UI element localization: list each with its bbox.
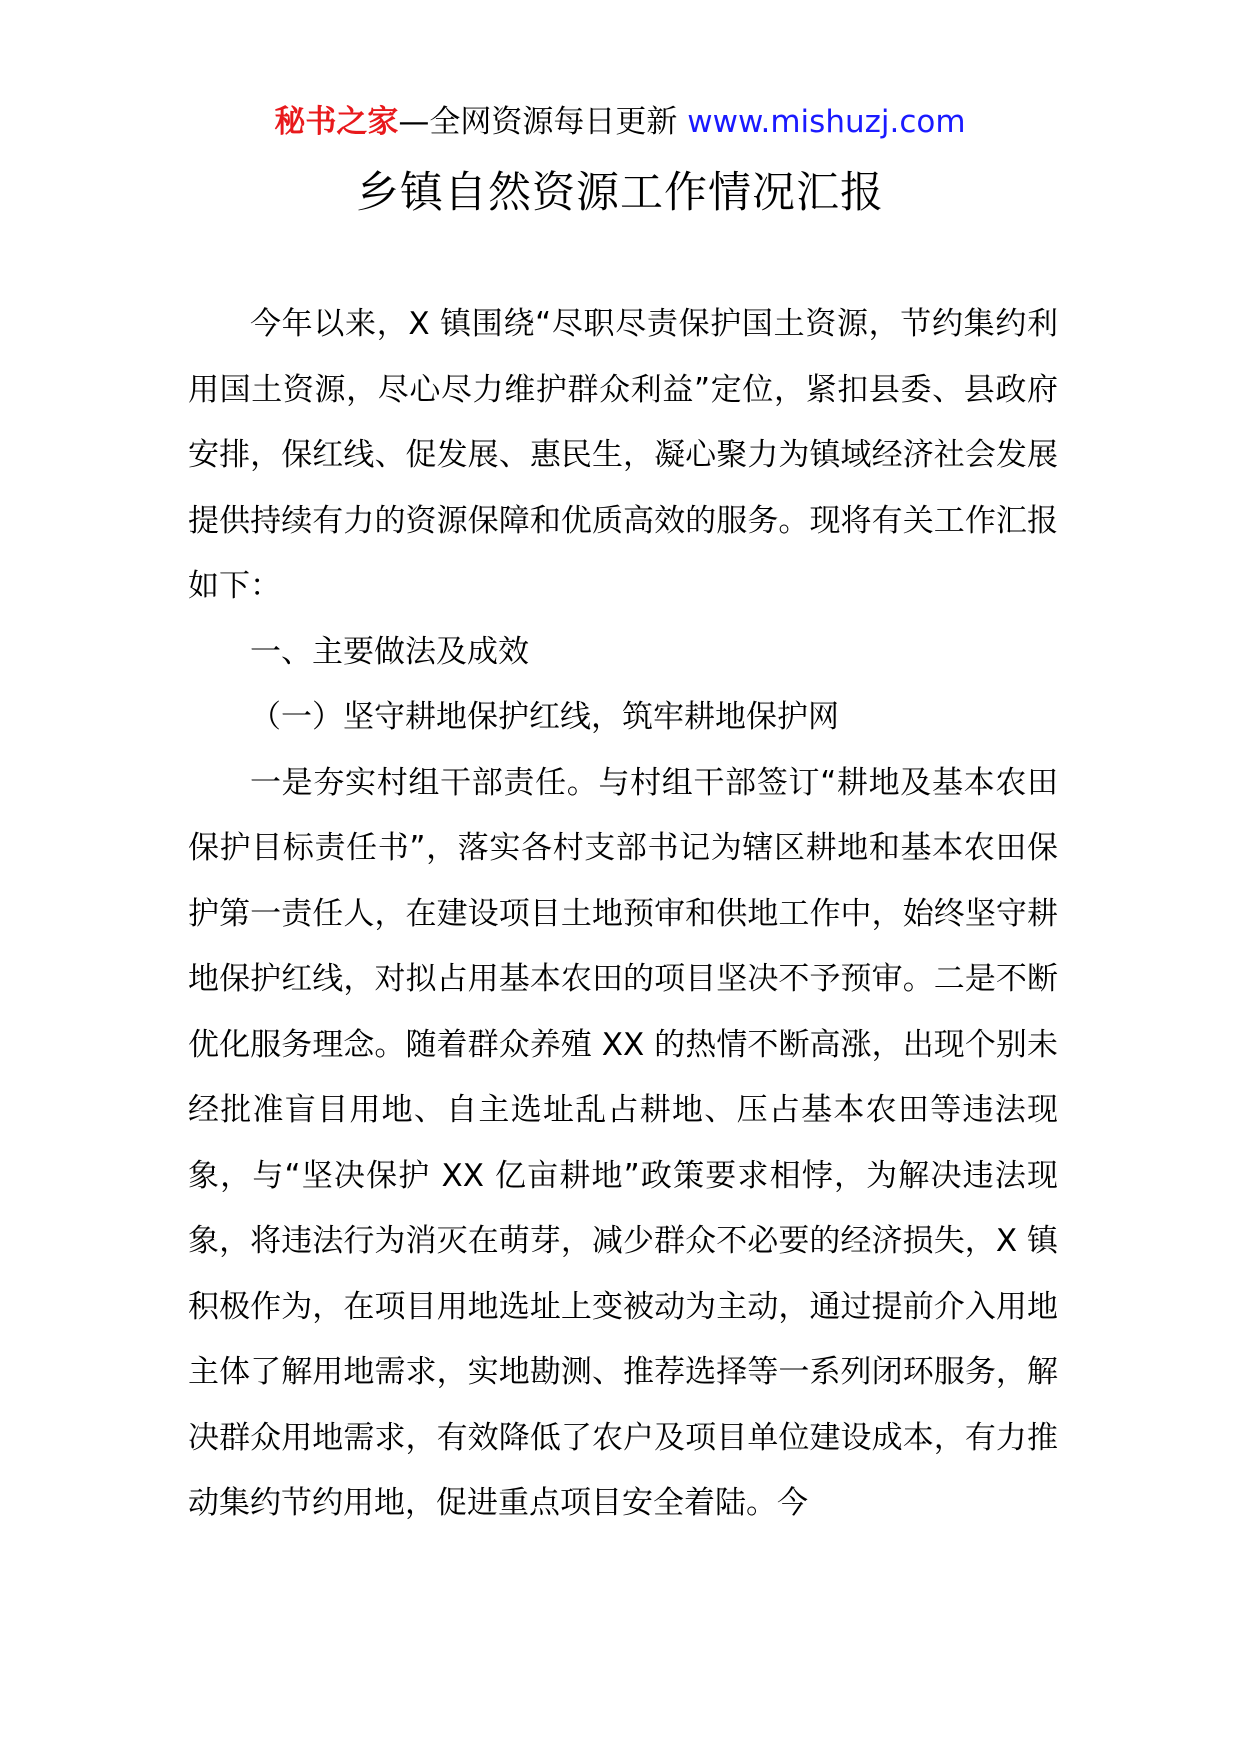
document-body — [188, 292, 1058, 1537]
site-banner — [0, 100, 1240, 144]
banner-tagline: —全网资源每日更新 — [398, 104, 678, 140]
intro-paragraph: 今年以来，X 镇围绕“尽职尽责保护国土资源，节约集约利用国土资源，尽心尽力维护群众利益”定位，紧扣县委、县政府安排，保红线、促发展、惠民生，凝心聚力为镇域经济社会发展提供持续有力的资源保障和优质高效的服务。现将有关工作汇报如下： — [188, 306, 1058, 604]
subsection-heading: （一）坚守耕地保护红线，筑牢耕地保护网 — [250, 699, 839, 735]
section-heading: 一、主要做法及成效 — [250, 633, 529, 670]
brand-name[interactable]: 秘书之家 — [274, 104, 399, 140]
body-paragraph: 一是夯实村组干部责任。与村组干部签订“耕地及基本农田保护目标责任书”，落实各村支部书记为辖区耕地和基本农田保护第一责任人，在建设项目土地预审和供地工作中，始终坚守耕地保护红线，对拟占用基本农田的项目坚决不予预审。二是不断优化服务理念。随着群众养殖 XX 的热情不断高涨，出现个别未经批准盲目用地、自主选址乱占耕地、压占基本农田等违法现象，与“坚决保护 XX 亿亩耕地”政策要求相悖，为解决违法现象，将违法行为消灭在萌芽，减少群众不必要的经济损失，X 镇积极作为，在项目用地选址上变被动为主动，通过提前介入用地主体了解用地需求，实地勘测、推荐选择等一系列闭环服务，解决群众用地需求，有效降低了农户及项目单位建设成本，有力推动集约节约用地，促进重点项目安全着陆。今 — [188, 764, 1058, 1521]
site-url-link[interactable]: www.mishuzj.com — [687, 104, 966, 140]
document-title: 乡镇自然资源工作情况汇报 — [356, 168, 884, 218]
